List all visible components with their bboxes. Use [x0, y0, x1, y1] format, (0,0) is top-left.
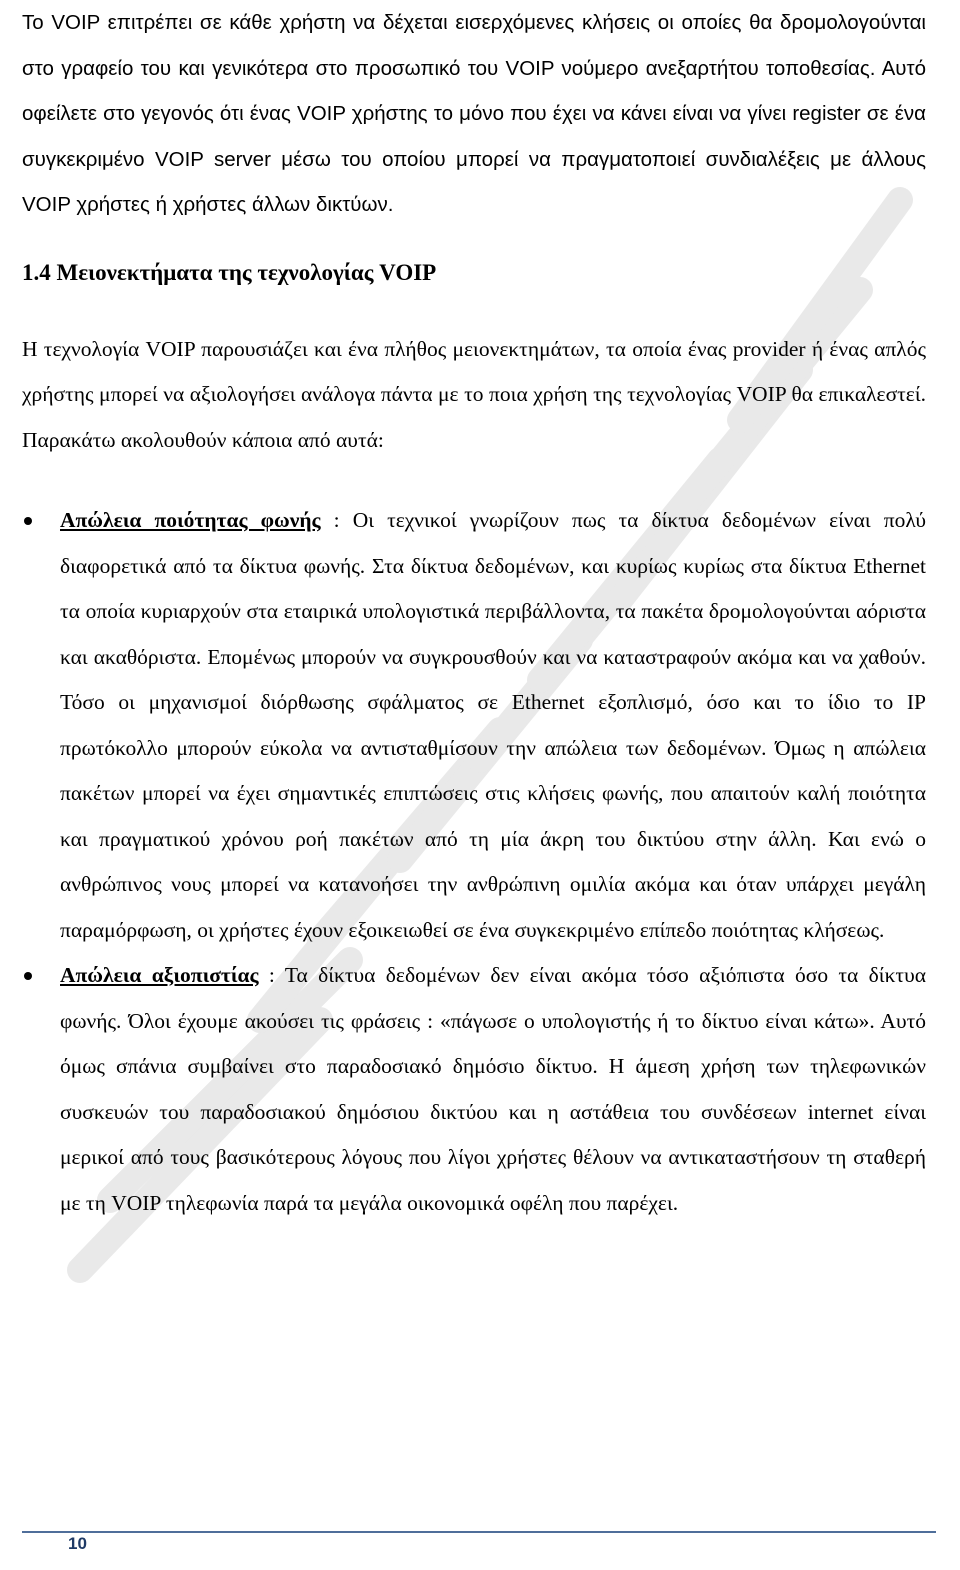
document-body — [22, 0, 926, 1226]
bullet-icon — [24, 517, 32, 525]
list-item-text: : Τα δίκτυα δεδομένων δεν είναι ακόμα τόσο αξιόπιστα όσο τα δίκτυα φωνής. Όλοι έχουμε ακούσει τις φράσεις : «πάγωσε ο υπολογιστής ή το δίκτυο είναι κάτω». Αυτό όμως σπάνια συμβαίνει στο παραδοσιακό δημόσιο δίκτυο. Η άμεση χρήση των τηλεφωνικών συσκευών του παραδοσιακού δημόσιου δικτύου και η αστάθεια του συνδέσεων internet είναι μερικοί από τους βασικότερους λόγους που λίγοι χρήστες θέλουν να αντικαταστήσουν τη σταθερή με τη VOIP τηλεφωνία παρά τα μεγάλα οικονομικά οφέλη που παρέχει. — [60, 963, 926, 1215]
list-item-reliability — [22, 953, 926, 1226]
footer-divider — [22, 1531, 936, 1533]
section-paragraph: Η τεχνολογία VOIP παρουσιάζει και ένα πλήθος μειονεκτημάτων, τα οποία ένας provider ή ένας απλός χρήστης μπορεί να αξιολογήσει ανάλογα πάντα με το ποια χρήση της τεχνολογίας VOIP θα επικαλεστεί. Παρακάτω ακολουθούν κάποια από αυτά: — [22, 336, 926, 452]
list-item-text: : Οι τεχνικοί γνωρίζουν πως τα δίκτυα δεδομένων είναι πολύ διαφορετικά από τα δίκτυα φωνής. Στα δίκτυα δεδομένων, και κυρίως κυρίως στα δίκτυα Ethernet τα οποία κυριαρχούν στα εταιρικά υπολογιστικά περιβάλλοντα, τα πακέτα δρομολογούνται αόριστα και ακαθόριστα. Επομένως μπορούν να συγκρουσθούν και να καταστραφούν ακόμα και να χαθούν. Τόσο οι μηχανισμοί διόρθωσης σφάλματος σε Ethernet εξοπλισμό, όσο και το ίδιο το IP πρωτόκολλο μπορούν εύκολα να αντισταθμίσουν την απώλεια των δεδομένων. Όμως η απώλεια πακέτων μπορεί να έχει σημαντικές επιπτώσεις στις κλήσεις φωνής, που απαιτούν καλή ποιότητα και πραγματικού χρόνου ροή πακέτων από τη μία άκρη του δικτύου στην άλλη. Και ενώ ο ανθρώπινος νους μπορεί να κατανοήσει την ανθρώπινη ομιλία ακόμα και όταν υπάρχει μεγάλη παραμόρφωση, οι χρήστες έχουν εξοικειωθεί σε ένα συγκεκριμένο επίπεδο ποιότητας κλήσεως. — [60, 508, 926, 942]
list-item-term: Απώλεια ποιότητας φωνής — [60, 508, 321, 532]
list-item-term: Απώλεια αξιοπιστίας — [60, 963, 259, 987]
section-heading: 1.4 Μειονεκτήματα της τεχνολογίας VOIP — [22, 259, 437, 285]
disadvantages-list — [22, 498, 926, 1226]
intro-paragraph: Το VOIP επιτρέπει σε κάθε χρήστη να δέχεται εισερχόμενες κλήσεις οι οποίες θα δρομολογούνται στο γραφείο του και γενικότερα στο προσωπικό του VOIP νούμερο ανεξαρτήτου τοποθεσίας. Αυτό οφείλετε στο γεγονός ότι ένας VOIP χρήστης το μόνο που έχει να κάνει είναι να γίνει register σε ένα συγκεκριμένο VOIP server μέσω του οποίου μπορεί να πραγματοποιεί συνδιαλέξεις με άλλους VOIP χρήστες ή χρήστες άλλων δικτύων. — [22, 11, 926, 216]
bullet-icon — [24, 972, 32, 980]
list-item-voice-quality — [22, 498, 926, 953]
page-number: 10 — [68, 1534, 87, 1553]
